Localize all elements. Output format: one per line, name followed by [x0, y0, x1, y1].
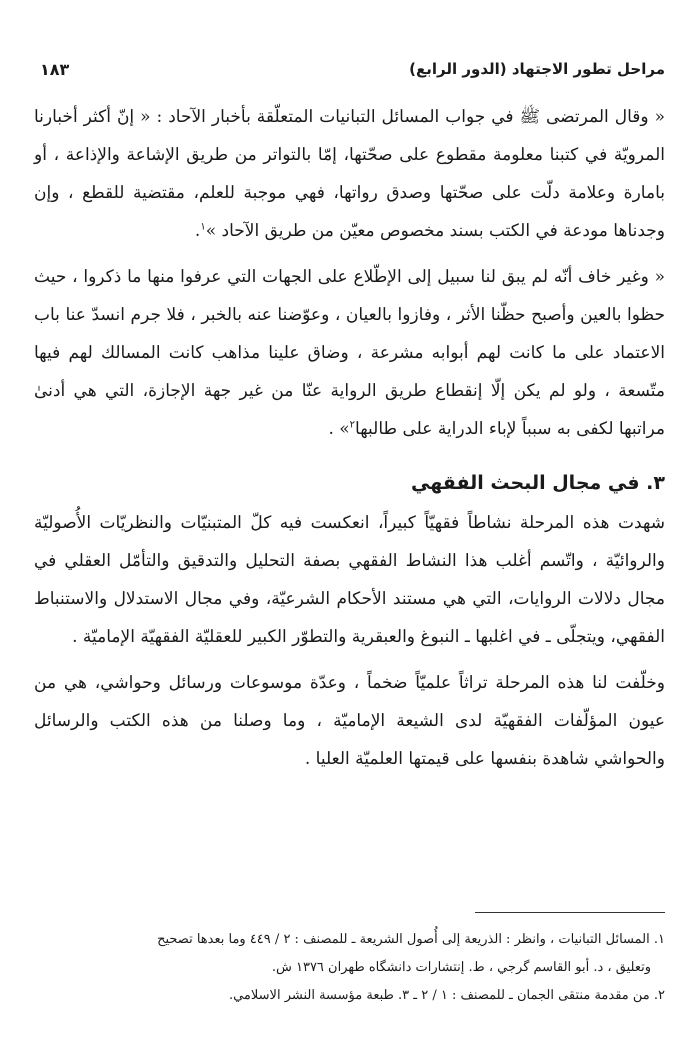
- paragraph-text: « وقال المرتضى ﷺ في جواب المسائل التبانيات المتعلّقة بأخبار الآحاد : « إنّ أكثر أخبارنا المرويّة في كتبنا معلومة مقطوع على صحّتها، إمّا بالتواتر من طريق الإشاعة والإذاعة ، أو بامارة وعلامة دلّت على صحّتها وصدق رواتها، فهي موجبة للعلم، مقتضية للقطع ، وإن وجدناها مودعة في الكتب بسند مخصوص معيّن من طريق الآحاد »: [34, 107, 665, 241]
- paragraph-text: « وغير خاف أنّه لم يبق لنا سبيل إلى الإطّلاع على الجهات التي عرفوا منها ما ذكروا ، حيث حظوا بالعين وأصبح حظّنا الأثر ، وفازوا بالعيان ، وعوّضنا عنه بالخبر ، فلا جرم انسدّ عنا باب الاعتماد على ما كانت لهم أبوابه مشرعة ، وضاق علينا مذاهب كانت المسالك لهم فيها متّسعة ، ولو لم يكن إلّا إنقطاع طريق الرواية عنّا من غير جهة الإجازة، التي هي أدنىٰ مراتبها لكفى به سبباً لإباء الدراية على طالبها: [34, 267, 665, 439]
- paragraph-second-quote: [34, 258, 665, 448]
- paragraph-murtada-quote: « وقال المرتضى ﷺ في جواب المسائل التبانيات المتعلّقة بأخبار الآحاد : « إنّ أكثر أخبارنا المرويّة في كتبنا معلومة مقطوع على صحّتها، إمّا بالتواتر من طريق الإشاعة والإذاعة ، أو بامارة وعلامة دلّت على صحّتها وصدق رواتها، فهي موجبة للعلم، مقتضية للقطع ، وإن وجدناها مودعة في الكتب بسند مخصوص معيّن من طريق الآحاد »$^١$.: [34, 107, 665, 241]
- footnotes: [34, 926, 665, 1010]
- running-header-title: مراحل تطور الاجتهاد (الدور الرابع): [409, 60, 665, 78]
- page-number: ١٨٣: [40, 59, 70, 79]
- section-heading: ٣. في مجال البحث الفقهي: [411, 472, 665, 494]
- footnote-1: ١. المسائل التبانيات ، وانظر : الذريعة إلى أُصول الشريعة ـ للمصنف : ٢ / ٤٤٩ وما بعدها تصحيح: [157, 932, 665, 947]
- footnote-2: ٢. من مقدمة منتقى الجمان ـ للمصنف : ١ / ٢ ـ ٣. طبعة مؤسسة النشر الاسلامي.: [228, 988, 665, 1003]
- footnote-divider: [475, 912, 665, 913]
- paragraph-fiqh-activity: شهدت هذه المرحلة نشاطاً فقهيّاً كبيراً، انعكست فيه كلّ المتبنيّات والنظريّات الأُصوليّة والروائيّة ، واتّسم أغلب هذا النشاط الفقهي بصفة التحليل والتدقيق والتأمّل العقلي في مجال دلالات الروايات، التي هي مستند الأحكام الشرعيّة، وفي مجال الاستدلال والاستنباط الفقهي، ويتجلّى ـ في اغلبها ـ النبوغ والعبقرية والتطوّر الكبير للعقليّة الفقهيّة الإماميّة .: [34, 513, 665, 647]
- footnote-ref-1: ١: [200, 221, 206, 233]
- main-text: [34, 98, 665, 778]
- quote-close: » .: [328, 419, 350, 439]
- paragraph-legacy: وخلّفت لنا هذه المرحلة تراثاً علميّاً ضخماً ، وعدّة موسوعات ورسائل وحواشي، هي من عيون المؤلّفات الفقهيّة لدى الشيعة الإماميّة ، وما وصلنا من هذه الكتب والرسائل والحواشي شاهدة بنفسها على قيمتها العلميّة العليا .: [34, 673, 665, 769]
- footnote-1-continuation: وتعليق ، د. أبو القاسم گرجي ، ط. إنتشارات دانشگاه طهران ١٣٧٦ ش.: [271, 960, 651, 975]
- running-header: [40, 52, 665, 86]
- footnote-ref-2: ٢: [349, 419, 356, 431]
